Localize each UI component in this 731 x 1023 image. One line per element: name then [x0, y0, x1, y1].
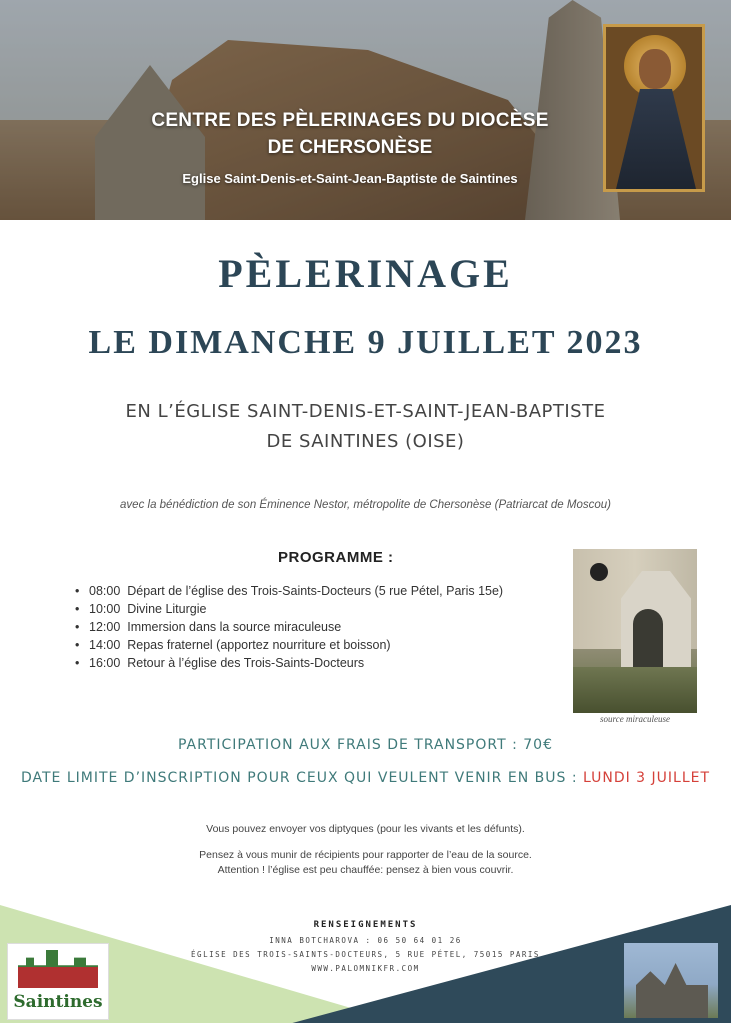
note-diptychs: Vous pouvez envoyer vos diptyques (pour les vivants et les défunts).: [206, 823, 525, 835]
programme-time: 08:00: [89, 584, 121, 598]
bullet-icon: •: [75, 638, 80, 652]
church-thumbnail-photo: [624, 943, 718, 1018]
programme-time: 14:00: [89, 638, 121, 652]
programme-item: [75, 600, 503, 618]
info-address: ÉGLISE DES TROIS-SAINTS-DOCTEURS, 5 RUE PÉTEL, 75015 PARIS: [191, 950, 540, 959]
bullet-icon: •: [75, 584, 80, 598]
bullet-icon: •: [75, 656, 80, 670]
programme-item: [75, 654, 503, 672]
programme-time: 10:00: [89, 602, 121, 616]
deadline-text: DATE LIMITE D’INSCRIPTION POUR CEUX QUI VEULENT VENIR EN BUS :: [20, 770, 578, 786]
ground-shape: [573, 667, 697, 713]
bullet-icon: •: [75, 602, 80, 616]
event-date: LE DIMANCHE 9 JUILLET 2023: [88, 324, 643, 361]
note-containers: Pensez à vous munir de récipients pour rapporter de l’eau de la source.: [199, 849, 532, 861]
registration-deadline: [0, 770, 731, 786]
face-shape: [639, 49, 671, 89]
page-title: PÈLERINAGE: [218, 251, 513, 296]
blessing-text: avec la bénédiction de son Éminence Nestor, métropolite de Chersonèse (Patriarcat de Moscou): [120, 499, 611, 511]
doorway-shape: [633, 609, 663, 669]
round-window-shape: [590, 563, 608, 581]
programme-item: [75, 618, 503, 636]
banner-title-line1: CENTRE DES PÈLERINAGES DU DIOCÈSE: [151, 110, 549, 131]
header-banner: [0, 0, 731, 220]
venue-line2: DE SAINTINES (OISE): [266, 431, 465, 452]
saint-icon-painting: [603, 24, 705, 192]
castle-icon: [18, 950, 98, 988]
programme-time: 12:00: [89, 620, 121, 634]
info-contact: INNA BOTCHAROVA : 06 50 64 01 26: [269, 936, 462, 945]
programme-text: Divine Liturgie: [127, 602, 207, 616]
programme-text: Retour à l’église des Trois-Saints-Docteurs: [127, 656, 365, 670]
logo-wordmark: Saintines: [13, 992, 103, 1012]
note-heating: Attention ! l’église est peu chauffée: pensez à bien vous couvrir.: [217, 864, 514, 876]
banner-subtitle: Eglise Saint-Denis-et-Saint-Jean-Baptiste de Saintines: [182, 171, 518, 186]
programme-time: 16:00: [89, 656, 121, 670]
banner-title-line2: DE CHERSONÈSE: [267, 137, 433, 158]
programme-item: [75, 636, 503, 654]
saintines-logo: [7, 943, 109, 1020]
programme-text: Repas fraternel (apportez nourriture et boisson): [127, 638, 391, 652]
bullet-icon: •: [75, 620, 80, 634]
programme-list: [75, 582, 503, 672]
deadline-date: LUNDI 3 JUILLET: [583, 770, 711, 786]
transport-cost: PARTICIPATION AUX FRAIS DE TRANSPORT : 70€: [178, 737, 553, 753]
photo-caption: source miraculeuse: [600, 714, 670, 724]
church-silhouette: [636, 963, 708, 1018]
info-website: WWW.PALOMNIKFR.COM: [311, 964, 420, 973]
programme-item: [75, 582, 503, 600]
programme-text: Immersion dans la source miraculeuse: [127, 620, 342, 634]
venue-line1: EN L’ÉGLISE SAINT-DENIS-ET-SAINT-JEAN-BAPTISTE: [125, 401, 606, 422]
programme-heading: PROGRAMME :: [278, 549, 394, 566]
info-heading: RENSEIGNEMENTS: [313, 920, 418, 930]
programme-text: Départ de l’église des Trois-Saints-Docteurs (5 rue Pétel, Paris 15e): [127, 584, 504, 598]
spring-photo: [573, 549, 697, 713]
